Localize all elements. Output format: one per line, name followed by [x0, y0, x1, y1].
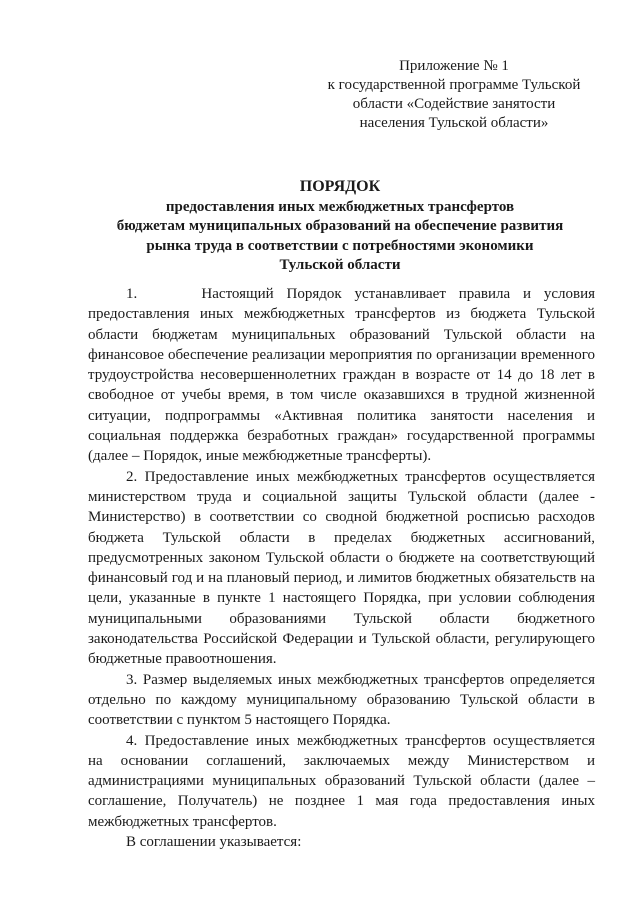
document-body [88, 284, 595, 852]
paragraph-3: 3. Размер выделяемых иных межбюджетных трансфертов определяется отдельно по каждому муниципальному образованию Тульской области в соответствии с пунктом 5 настоящего Порядка. [88, 671, 595, 729]
document-title: ПОРЯДОК [299, 178, 381, 195]
paragraph-5: В соглашении указывается: [126, 834, 302, 851]
appendix-line: населения Тульской области» [359, 115, 549, 131]
appendix-line: Приложение № 1 [399, 58, 509, 74]
paragraph-4: 4. Предоставление иных межбюджетных трансфертов осуществляется на основании соглашений, заключаемых между Министерством и администрациями муниципальных образований Тульской области (далее – соглашение, Получатель) не позднее 1 мая года предоставления иных межбюджетных трансфертов. [88, 732, 595, 830]
appendix-line: области «Содействие занятости [352, 96, 556, 112]
appendix-line: к государственной программе Тульской [327, 77, 581, 93]
heading-line: Тульской области [279, 257, 401, 273]
heading-line: бюджетам муниципальных образований на обеспечение развития [116, 218, 564, 234]
document-heading [70, 177, 610, 276]
paragraph-2: 2. Предоставление иных межбюджетных трансфертов осуществляется министерством труда и социальной защиты Тульской области (далее - Министерство) в соответствии со сводной бюджетной росписью расходов бюджета Тульской области в пределах бюджетных ассигнований, предусмотренных законом Тульской области о бюджете на соответствующий финансовый год и на плановый период, и лимитов бюджетных обязательств на цели, указанные в пункте 1 настоящего Порядка, при условии соблюдения муниципальными образованиями Тульской области бюджетного законодательства Российской Федерации и Тульской области, регулирующего бюджетные правоотношения. [88, 468, 595, 668]
appendix-note [318, 57, 590, 133]
heading-line: рынка труда в соответствии с потребностями экономики [146, 237, 534, 254]
heading-line: предоставления иных межбюджетных трансфертов [165, 198, 515, 215]
paragraph-1: 1. Настоящий Порядок устанавливает правила и условия предоставления иных межбюджетных трансфертов из бюджета Тульской области бюджетам муниципальных образований Тульской области на финансовое обеспечение реализации мероприятия по организации временного трудоустройства несовершеннолетних граждан в возрасте от 14 до 18 лет в свободное от учебы время, в том числе оказавшихся в трудной жизненной ситуации, подпрограммы «Активная политика занятости населения и социальная поддержка безработных граждан» государственной программы (далее – Порядок, иные межбюджетные трансферты). [88, 286, 595, 465]
